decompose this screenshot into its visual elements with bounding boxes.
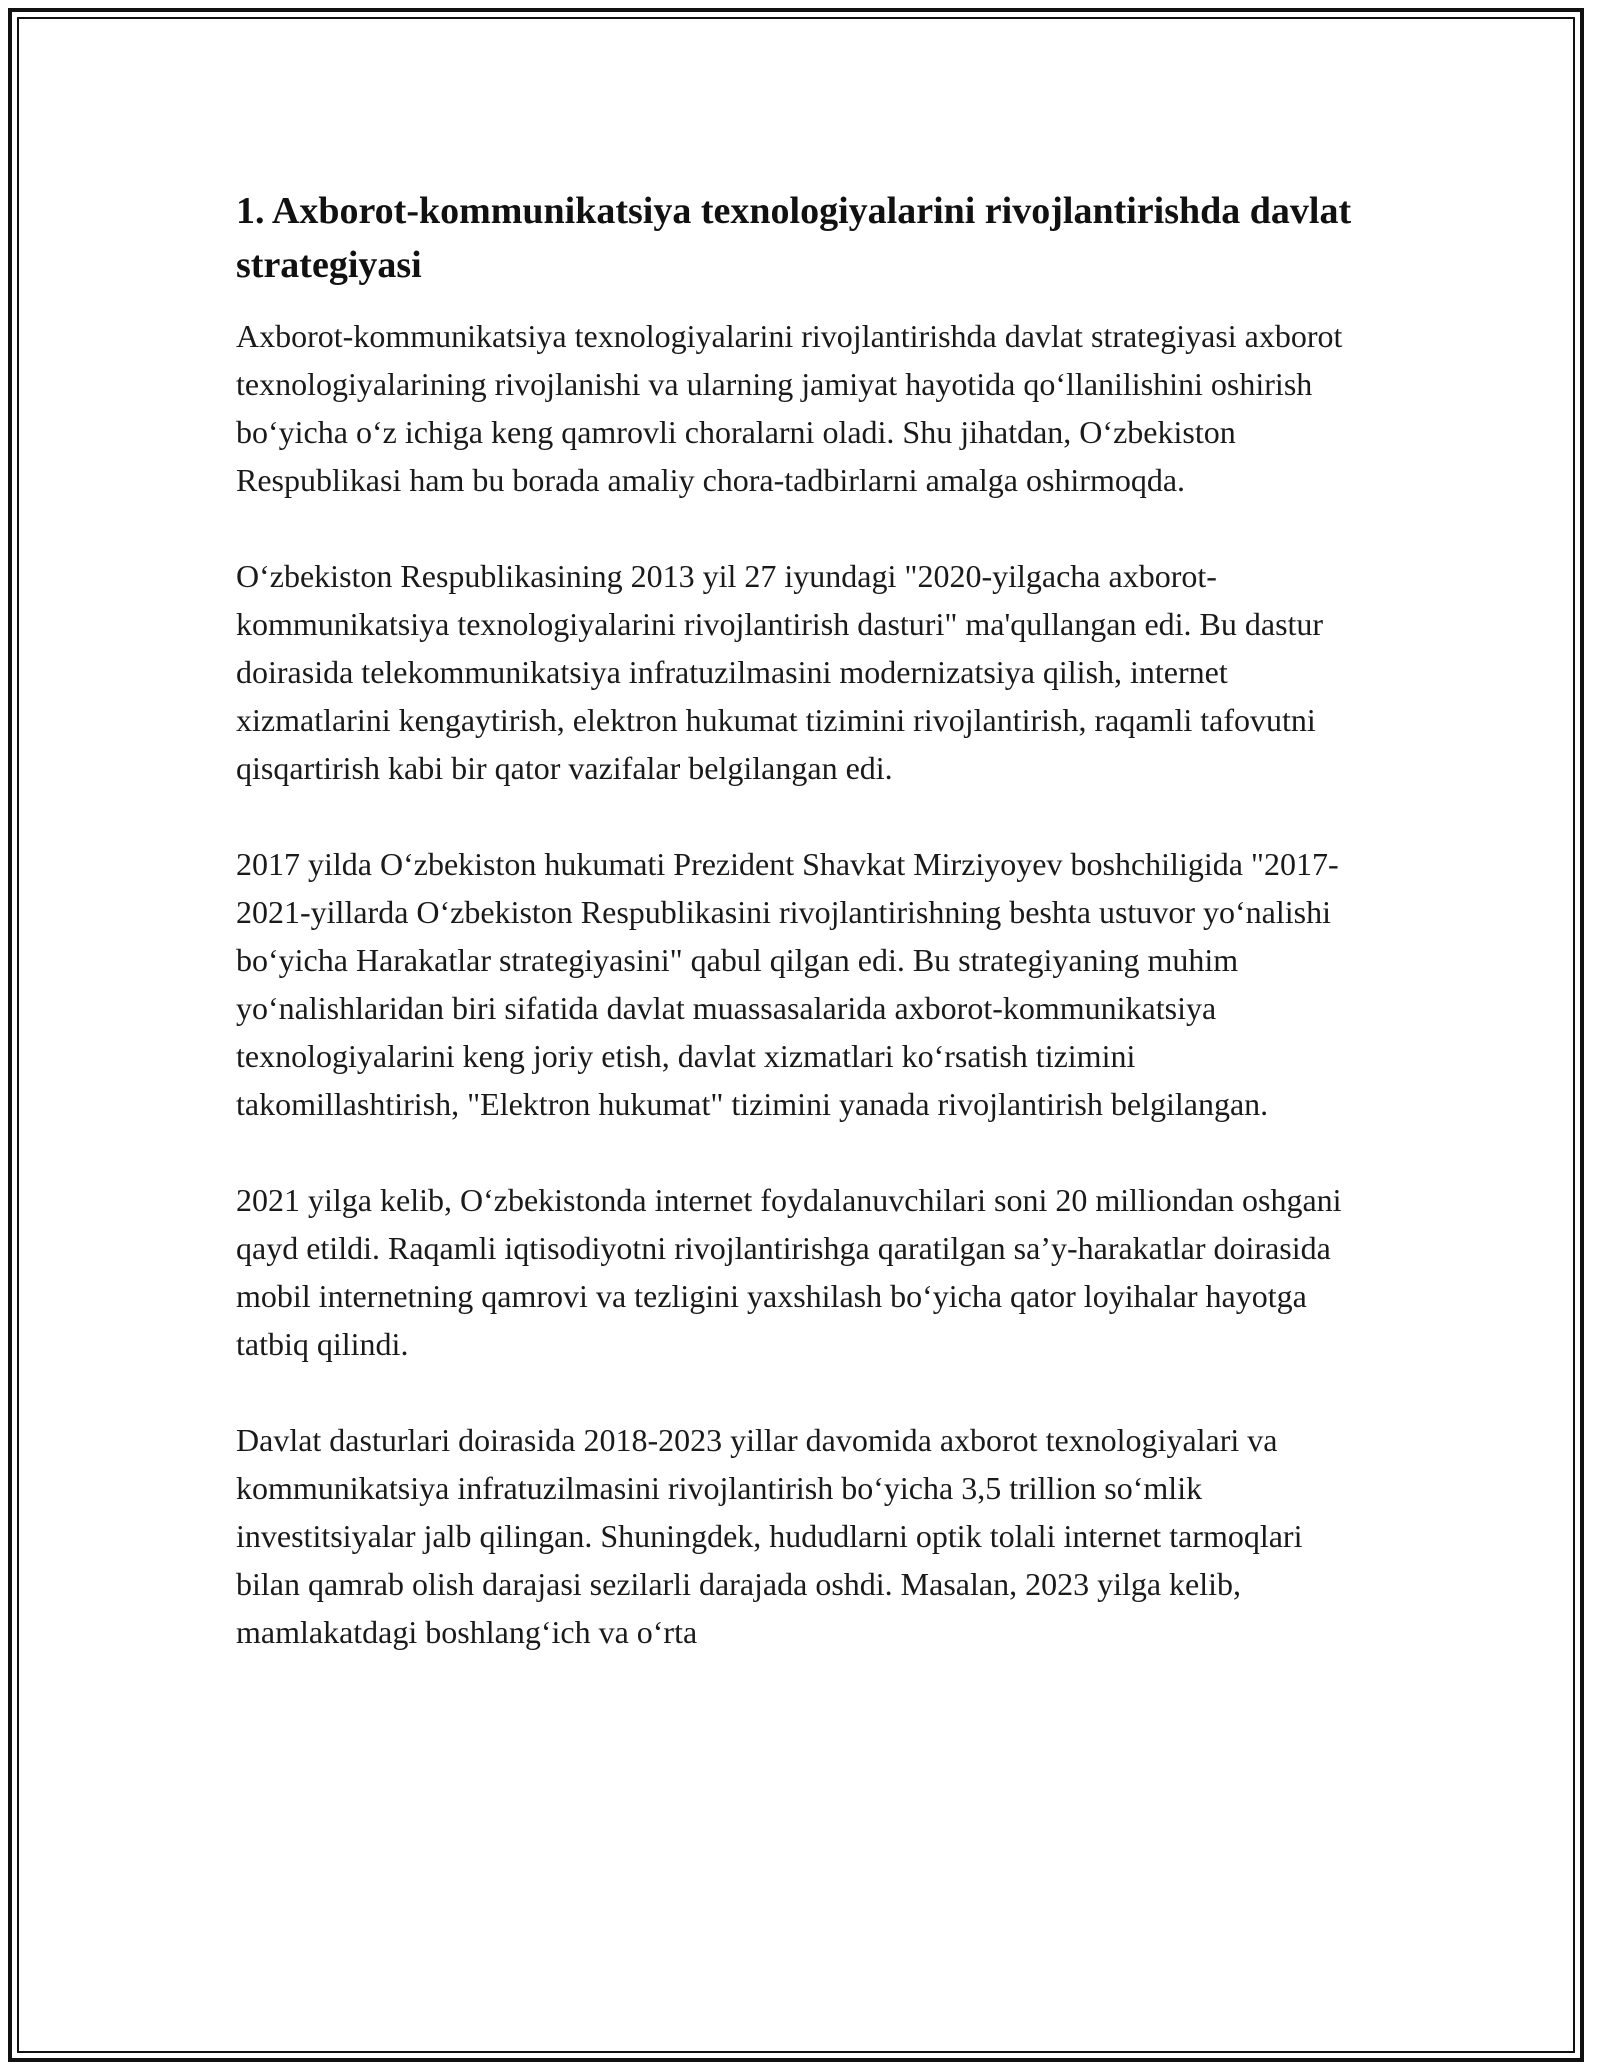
paragraph-1: Axborot-kommunikatsiya texnologiyalarini rivojlantirishda davlat strategiyasi axborot texnologiyalarining rivojlanishi va ularning jamiyat hayotida qo‘llanilishini oshirish bo‘yicha o‘z ichiga keng qamrovli choralarni oladi. Shu jihatdan, O‘zbekiston Respublikasi ham bu borada amaliy chora-tadbirlarni amalga oshirmoqda.: [236, 318, 1343, 498]
document-body: [236, 184, 1366, 1656]
paragraph-2: O‘zbekiston Respublikasining 2013 yil 27 iyundagi "2020-yilgacha axborot-kommunikatsiya texnologiyalarini rivojlantirish dasturi" ma'qullangan edi. Bu dastur doirasida telekommunikatsiya infratuzilmasini modernizatsiya qilish, internet xizmatlarini kengaytirish, elektron hukumat tizimini rivojlantirish, raqamli tafovutni qisqartirish kabi bir qator vazifalar belgilangan edi.: [236, 558, 1324, 786]
section-heading: 1. Axborot-kommunikatsiya texnologiyalarini rivojlantirishda davlat strategiyasi: [236, 190, 1352, 286]
paragraph-3: 2017 yilda O‘zbekiston hukumati Prezident Shavkat Mirziyoyev boshchiligida "2017-2021-yillarda O‘zbekiston Respublikasini rivojlantirishning beshta ustuvor yo‘nalishi bo‘yicha Harakatlar strategiyasini" qabul qilgan edi. Bu strategiyaning muhim yo‘nalishlaridan biri sifatida davlat muassasalarida axborot-kommunikatsiya texnologiyalarini keng joriy etish, davlat xizmatlari ko‘rsatish tizimini takomillashtirish, "Elektron hukumat" tizimini yanada rivojlantirish belgilangan.: [236, 846, 1339, 1122]
paragraph-4: 2021 yilga kelib, O‘zbekistonda internet foydalanuvchilari soni 20 milliondan oshgani qayd etildi. Raqamli iqtisodiyotni rivojlantirishga qaratilgan sa’y-harakatlar doirasida mobil internetning qamrovi va tezligini yaxshilash bo‘yicha qator loyihalar hayotga tatbiq qilindi.: [236, 1182, 1342, 1362]
paragraph-5: Davlat dasturlari doirasida 2018-2023 yillar davomida axborot texnologiyalari va kommunikatsiya infratuzilmasini rivojlantirish bo‘yicha 3,5 trillion so‘mlik investitsiyalar jalb qilingan. Shuningdek, hududlarni optik tolali internet tarmoqlari bilan qamrab olish darajasi sezilarli darajada oshdi. Masalan, 2023 yilga kelib, mamlakatdagi boshlang‘ich va o‘rta: [236, 1422, 1303, 1650]
